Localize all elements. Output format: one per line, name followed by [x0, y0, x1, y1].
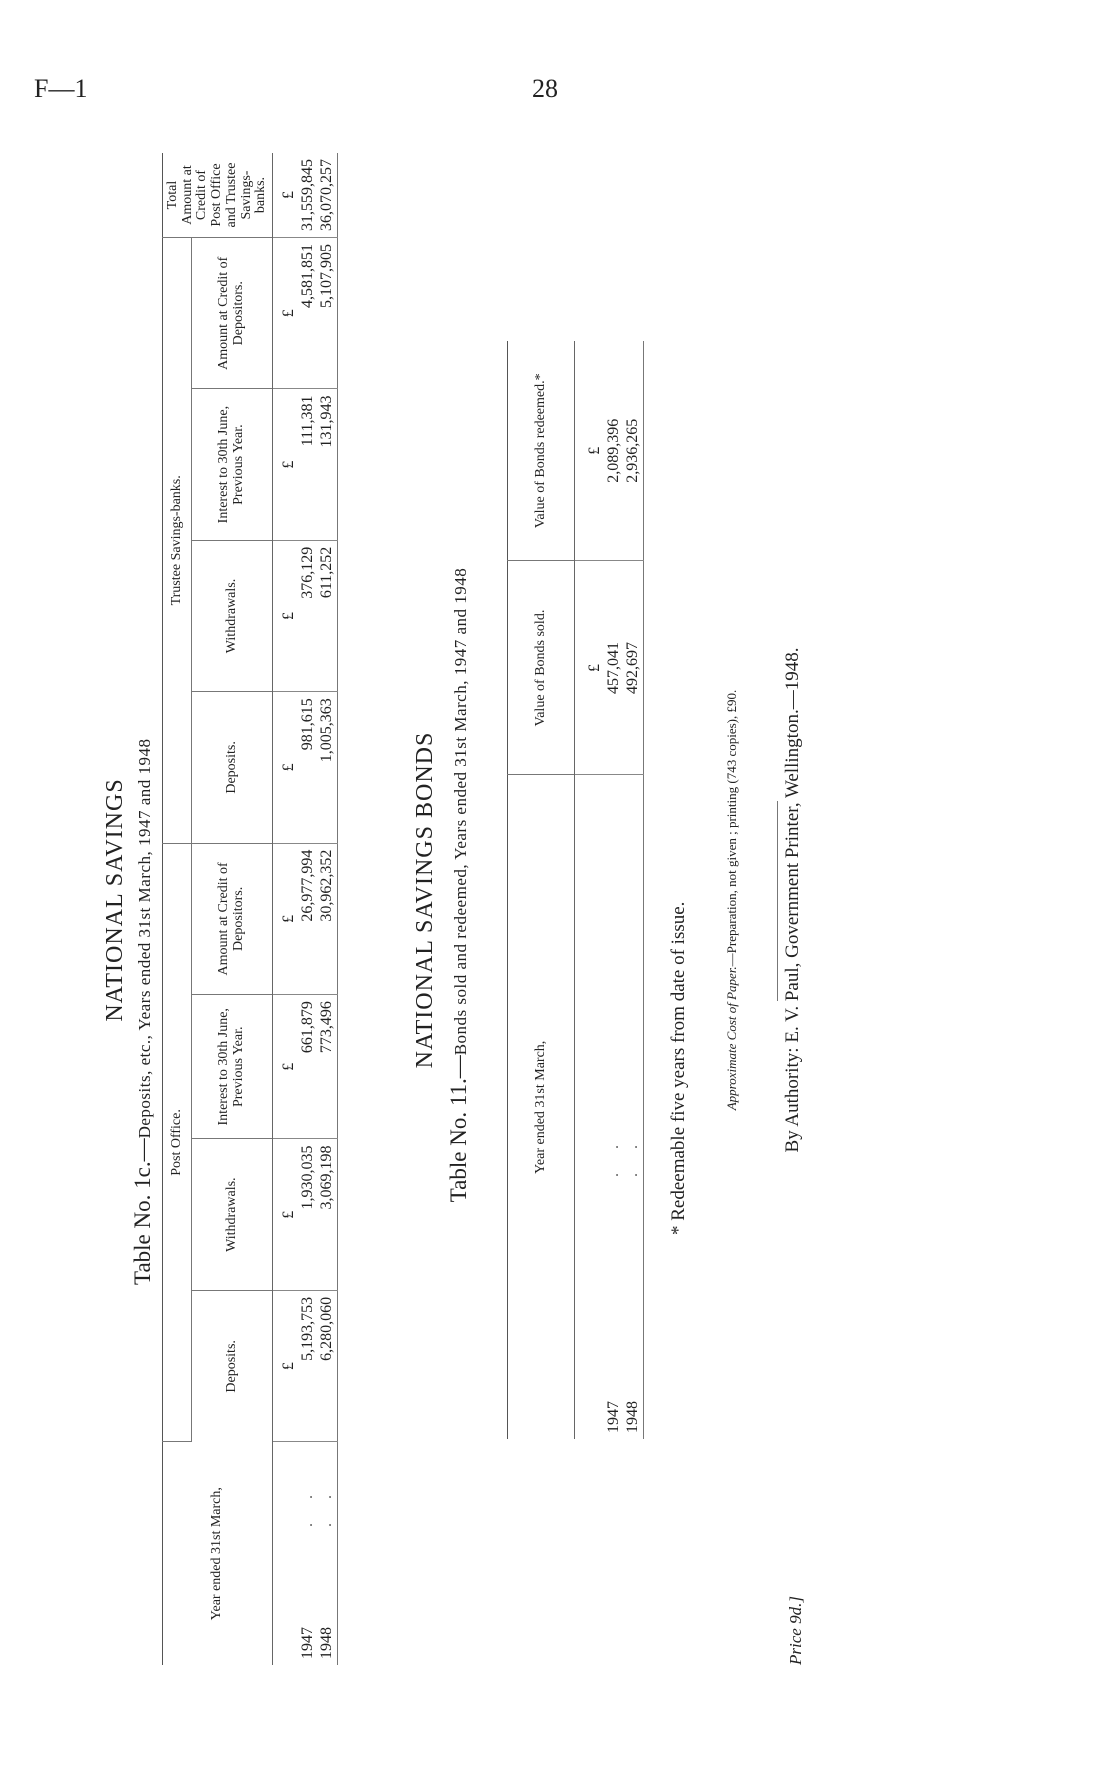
cost-text: —Preparation, not given ; printing (743 copies), £90. — [724, 689, 739, 967]
header-year: Year ended 31st March, — [163, 1442, 273, 1665]
value-cell: 376,129 — [298, 540, 317, 691]
value-cell: 36,070,257 — [317, 153, 337, 238]
value-cell: 2,936,265 — [623, 341, 643, 561]
year-cell: 1947 . . — [299, 1485, 317, 1659]
value-cell: 3,069,198 — [317, 1139, 337, 1290]
table-1c-title-text: Deposits, etc., Years ended 31st March, 1947 and 1948 — [135, 738, 154, 1139]
value-cell: 1,930,035 — [298, 1139, 317, 1290]
table-11-title-prefix: Table No. 11.— — [446, 1055, 471, 1203]
value-cell: 611,252 — [317, 540, 337, 691]
divider — [777, 801, 778, 1001]
header-bonds-sold: Value of Bonds sold. — [508, 561, 575, 775]
value-cell: 661,879 — [298, 995, 317, 1139]
header-ts-withdrawals: Withdrawals. — [192, 540, 273, 691]
unit-cell: £ — [273, 1290, 299, 1441]
authority-line: By Authority: E. V. Paul, Government Printer, Wellington.—1948. — [782, 647, 803, 1153]
price: Price 9d.] — [786, 1596, 805, 1665]
header-po-deposits: Deposits. — [192, 1290, 273, 1441]
header-post-office: Post Office. — [163, 843, 192, 1442]
unit-cell: £ — [273, 843, 299, 994]
value-cell: 981,615 — [298, 692, 317, 843]
header-trustee-savings: Trustee Savings-banks. — [163, 238, 192, 844]
table-deposits — [162, 153, 338, 1665]
table-row — [623, 341, 643, 1439]
header-bonds-year: Year ended 31st March, — [508, 775, 575, 1439]
unit-cell: £ — [273, 540, 299, 691]
year-cell: 1948 . . — [318, 1485, 336, 1659]
header-po-interest: Interest to 30th June, Previous Year. — [192, 995, 273, 1139]
unit-cell: £ — [273, 995, 299, 1139]
section-title-national-savings: NATIONAL SAVINGS — [102, 778, 128, 1022]
header-ts-interest: Interest to 30th June, Previous Year. — [192, 389, 273, 540]
value-cell: 5,107,905 — [317, 238, 337, 389]
year-cell: 1948 . . — [624, 1135, 642, 1433]
table-row — [298, 153, 317, 1665]
table-row — [317, 153, 337, 1665]
value-cell: 492,697 — [623, 561, 643, 775]
header-po-withdrawals: Withdrawals. — [192, 1139, 273, 1290]
header-total: Total Amount at Credit of Post Office and Trustee Savings-banks. — [163, 153, 273, 238]
unit-cell: £ — [273, 1139, 299, 1290]
value-cell: 1,005,363 — [317, 692, 337, 843]
value-cell: 4,581,851 — [298, 238, 317, 389]
footnote: * Redeemable five years from date of issue. — [668, 901, 689, 1235]
unit-cell: £ — [273, 153, 299, 238]
unit-cell: £ — [575, 341, 605, 561]
value-cell: 31,559,845 — [298, 153, 317, 238]
header-bonds-redeemed: Value of Bonds redeemed.* — [508, 341, 575, 561]
value-cell: 6,280,060 — [317, 1290, 337, 1441]
rotated-content — [102, 135, 930, 1665]
table-1c-title-prefix: Table No. 1c.— — [130, 1138, 155, 1285]
section-title-national-savings-bonds: NATIONAL SAVINGS BONDS — [412, 731, 438, 1069]
unit-cell: £ — [273, 692, 299, 843]
value-cell: 773,496 — [317, 995, 337, 1139]
unit-cell — [575, 775, 605, 1439]
cost-label: Approximate Cost of Paper. — [724, 966, 739, 1111]
year-cell: 1947 . . — [605, 1135, 623, 1433]
unit-cell — [273, 1442, 299, 1665]
value-cell: 30,962,352 — [317, 843, 337, 994]
header-ts-amount: Amount at Credit of Depositors. — [192, 238, 273, 389]
header-ts-deposits: Deposits. — [192, 692, 273, 843]
table-11-title — [444, 275, 476, 1495]
value-cell: 2,089,396 — [604, 341, 623, 561]
unit-cell: £ — [575, 561, 605, 775]
value-cell: 5,193,753 — [298, 1290, 317, 1441]
table-11-title-text: Bonds sold and redeemed, Years ended 31st March, 1947 and 1948 — [451, 567, 470, 1056]
table-bonds — [507, 341, 644, 1439]
unit-cell: £ — [273, 389, 299, 540]
page-number: 28 — [532, 74, 558, 103]
value-cell: 111,381 — [298, 389, 317, 540]
unit-cell: £ — [273, 238, 299, 389]
header-po-amount: Amount at Credit of Depositors. — [192, 843, 273, 994]
value-cell: 457,041 — [604, 561, 623, 775]
document-id: F—1 — [34, 74, 88, 103]
table-row — [604, 341, 623, 1439]
cost-note — [724, 135, 740, 1665]
value-cell: 131,943 — [317, 389, 337, 540]
value-cell: 26,977,994 — [298, 843, 317, 994]
table-1c-title — [130, 738, 156, 1285]
